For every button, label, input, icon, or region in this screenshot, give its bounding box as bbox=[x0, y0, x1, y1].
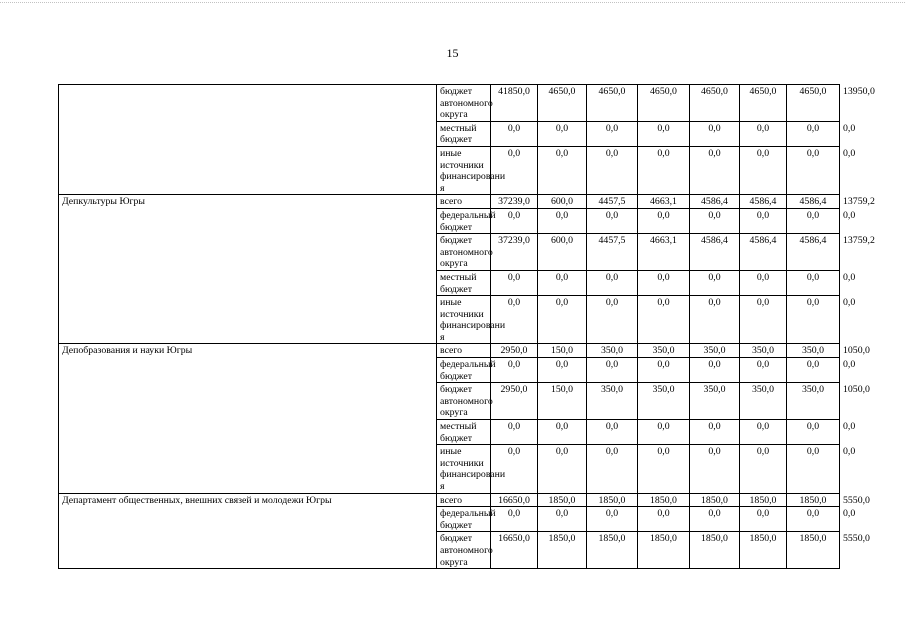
value-cell: 4586,4 bbox=[787, 234, 840, 271]
value-cell: 0,0 bbox=[587, 507, 638, 532]
value-cell: 37239,0 bbox=[491, 234, 538, 271]
value-cell: 0,0 bbox=[491, 270, 538, 295]
value-cell: 0,0 bbox=[538, 420, 587, 445]
value-cell: 0,0 bbox=[491, 296, 538, 344]
value-cell: 0,0 bbox=[491, 420, 538, 445]
organization-cell: Депобразования и науки Югры bbox=[59, 344, 437, 493]
value-cell: 350,0 bbox=[787, 344, 840, 358]
table-row: иные источники финансировани я 0,0 0,0 0,0 0,0 0,0 0,0 0,0 0,0 bbox=[59, 146, 840, 194]
value-cell: 0,0 bbox=[587, 296, 638, 344]
value-cell: 0,0 bbox=[740, 121, 787, 146]
value-cell: 0,0 bbox=[538, 445, 587, 493]
value-cell: 0,0 bbox=[740, 208, 787, 233]
value-cell: 600,0 bbox=[538, 195, 587, 209]
value-cell: 1850,0 bbox=[538, 493, 587, 507]
value-cell: 0,0 bbox=[491, 507, 538, 532]
value-cell: 0,0 bbox=[587, 445, 638, 493]
value-cell: 0,0 bbox=[491, 121, 538, 146]
value-cell: 0,0 bbox=[491, 208, 538, 233]
table-row: Департамент общественных, внешних связей и молодежи Югры всего 16650,0 1850,0 1850,0 1850,0 1850,0 1850,0 1850,0 5550,0 bbox=[59, 493, 840, 507]
value-cell: 0,0 bbox=[690, 296, 740, 344]
value-cell: 0,0 bbox=[787, 507, 840, 532]
value-cell: 0,0 bbox=[491, 358, 538, 383]
value-cell: 0,0 bbox=[638, 420, 690, 445]
value-cell: 0,0 bbox=[638, 445, 690, 493]
value-cell: 0,0 bbox=[587, 270, 638, 295]
value-cell: 0,0 bbox=[787, 146, 840, 194]
value-cell: 0,0 bbox=[740, 507, 787, 532]
value-cell: 0,0 bbox=[690, 420, 740, 445]
value-cell: 1850,0 bbox=[740, 532, 787, 569]
value-cell: 1850,0 bbox=[638, 532, 690, 569]
value-cell: 4586,4 bbox=[740, 195, 787, 209]
table-row: Депобразования и науки Югры всего 2950,0 150,0 350,0 350,0 350,0 350,0 350,0 1050,0 bbox=[59, 344, 840, 358]
value-cell: 1850,0 bbox=[538, 532, 587, 569]
value-cell: 0,0 bbox=[740, 420, 787, 445]
table-row: иные источники финансировани я 0,0 0,0 0,0 0,0 0,0 0,0 0,0 0,0 bbox=[59, 296, 840, 344]
value-cell: 0,0 bbox=[638, 507, 690, 532]
value-cell: 600,0 bbox=[538, 234, 587, 271]
value-cell: 350,0 bbox=[690, 344, 740, 358]
value-cell: 1850,0 bbox=[638, 493, 690, 507]
value-cell: 4650,0 bbox=[587, 85, 638, 122]
value-cell: 350,0 bbox=[587, 344, 638, 358]
value-cell: 0,0 bbox=[740, 358, 787, 383]
value-cell: 4586,4 bbox=[690, 195, 740, 209]
value-cell: 0,0 bbox=[538, 296, 587, 344]
organization-cell: Депкультуры Югры bbox=[59, 195, 437, 344]
value-cell: 0,0 bbox=[690, 270, 740, 295]
funding-source-cell: местный бюджет bbox=[437, 121, 491, 146]
value-cell: 0,0 bbox=[538, 121, 587, 146]
value-cell: 1850,0 bbox=[787, 493, 840, 507]
value-cell: 0,0 bbox=[638, 296, 690, 344]
value-cell: 4586,4 bbox=[740, 234, 787, 271]
scan-edge-artifact bbox=[0, 2, 905, 6]
table-row: бюджет автономного округа 41850,0 4650,0 4650,0 4650,0 4650,0 4650,0 4650,0 13950,0 bbox=[59, 85, 840, 122]
value-cell: 0,0 bbox=[787, 208, 840, 233]
value-cell: 0,0 bbox=[740, 270, 787, 295]
value-cell: 0,0 bbox=[690, 146, 740, 194]
value-cell: 0,0 bbox=[587, 208, 638, 233]
organization-cell bbox=[59, 85, 437, 195]
value-cell: 37239,0 bbox=[491, 195, 538, 209]
table-row: бюджет автономного округа 2950,0 150,0 350,0 350,0 350,0 350,0 350,0 1050,0 bbox=[59, 383, 840, 420]
value-cell: 0,0 bbox=[491, 445, 538, 493]
value-cell: 0,0 bbox=[638, 270, 690, 295]
table-row: федеральный бюджет 0,0 0,0 0,0 0,0 0,0 0,0 0,0 0,0 bbox=[59, 507, 840, 532]
funding-source-cell: всего bbox=[437, 195, 491, 209]
funding-source-cell: бюджет автономного округа bbox=[437, 85, 491, 122]
value-cell: 0,0 bbox=[740, 146, 787, 194]
value-cell: 0,0 bbox=[638, 146, 690, 194]
value-cell: 0,0 bbox=[638, 121, 690, 146]
value-cell: 4586,4 bbox=[690, 234, 740, 271]
value-cell: 4586,4 bbox=[787, 195, 840, 209]
table-row: иные источники финансировани я 0,0 0,0 0,0 0,0 0,0 0,0 0,0 0,0 bbox=[59, 445, 840, 493]
value-cell: 2950,0 bbox=[491, 344, 538, 358]
value-cell: 350,0 bbox=[740, 383, 787, 420]
value-cell: 350,0 bbox=[690, 383, 740, 420]
funding-source-cell: иные источники финансировани я bbox=[437, 146, 491, 194]
value-cell: 0,0 bbox=[690, 445, 740, 493]
value-cell: 41850,0 bbox=[491, 85, 538, 122]
value-cell: 0,0 bbox=[587, 146, 638, 194]
value-cell: 1850,0 bbox=[740, 493, 787, 507]
table-row: бюджет автономного округа 16650,0 1850,0 1850,0 1850,0 1850,0 1850,0 1850,0 5550,0 bbox=[59, 532, 840, 569]
value-cell: 4650,0 bbox=[538, 85, 587, 122]
value-cell: 4457,5 bbox=[587, 195, 638, 209]
value-cell: 0,0 bbox=[787, 445, 840, 493]
value-cell: 4457,5 bbox=[587, 234, 638, 271]
value-cell: 4650,0 bbox=[638, 85, 690, 122]
funding-source-cell: местный бюджет bbox=[437, 420, 491, 445]
value-cell: 0,0 bbox=[787, 420, 840, 445]
value-cell: 0,0 bbox=[587, 121, 638, 146]
value-cell: 0,0 bbox=[538, 270, 587, 295]
value-cell: 4650,0 bbox=[690, 85, 740, 122]
page-number: 15 bbox=[446, 46, 459, 60]
funding-source-cell: бюджет автономного округа bbox=[437, 383, 491, 420]
value-cell: 0,0 bbox=[538, 146, 587, 194]
value-cell: 0,0 bbox=[787, 296, 840, 344]
table-row: бюджет автономного округа 37239,0 600,0 4457,5 4663,1 4586,4 4586,4 4586,4 13759,2 bbox=[59, 234, 840, 271]
funding-source-cell: местный бюджет bbox=[437, 270, 491, 295]
value-cell: 0,0 bbox=[491, 146, 538, 194]
organization-cell: Департамент общественных, внешних связей и молодежи Югры bbox=[59, 493, 437, 569]
value-cell: 1850,0 bbox=[587, 493, 638, 507]
value-cell: 150,0 bbox=[538, 383, 587, 420]
value-cell: 0,0 bbox=[638, 358, 690, 383]
funding-source-cell: всего bbox=[437, 493, 491, 507]
value-cell: 0,0 bbox=[740, 445, 787, 493]
funding-source-cell: иные источники финансировани я bbox=[437, 445, 491, 493]
value-cell: 0,0 bbox=[587, 358, 638, 383]
value-cell: 0,0 bbox=[538, 507, 587, 532]
value-cell: 150,0 bbox=[538, 344, 587, 358]
funding-source-cell: федеральный бюджет bbox=[437, 358, 491, 383]
value-cell: 0,0 bbox=[740, 296, 787, 344]
value-cell: 350,0 bbox=[587, 383, 638, 420]
funding-source-cell: федеральный бюджет bbox=[437, 507, 491, 532]
value-cell: 1850,0 bbox=[787, 532, 840, 569]
value-cell: 350,0 bbox=[638, 383, 690, 420]
value-cell: 4663,1 bbox=[638, 234, 690, 271]
value-cell: 4663,1 bbox=[638, 195, 690, 209]
value-cell: 0,0 bbox=[690, 507, 740, 532]
value-cell: 0,0 bbox=[690, 358, 740, 383]
funding-source-cell: бюджет автономного округа bbox=[437, 532, 491, 569]
value-cell: 0,0 bbox=[787, 358, 840, 383]
value-cell: 0,0 bbox=[787, 270, 840, 295]
value-cell: 2950,0 bbox=[491, 383, 538, 420]
table-row: местный бюджет 0,0 0,0 0,0 0,0 0,0 0,0 0,0 0,0 bbox=[59, 420, 840, 445]
table-row: местный бюджет 0,0 0,0 0,0 0,0 0,0 0,0 0,0 0,0 bbox=[59, 121, 840, 146]
value-cell: 4650,0 bbox=[740, 85, 787, 122]
value-cell: 1850,0 bbox=[690, 532, 740, 569]
budget-table bbox=[58, 84, 875, 569]
value-cell: 350,0 bbox=[638, 344, 690, 358]
value-cell: 0,0 bbox=[538, 358, 587, 383]
value-cell: 16650,0 bbox=[491, 532, 538, 569]
funding-source-cell: иные источники финансировани я bbox=[437, 296, 491, 344]
table-row: федеральный бюджет 0,0 0,0 0,0 0,0 0,0 0,0 0,0 0,0 bbox=[59, 208, 840, 233]
value-cell: 0,0 bbox=[538, 208, 587, 233]
table-row: Депкультуры Югры всего 37239,0 600,0 4457,5 4663,1 4586,4 4586,4 4586,4 13759,2 bbox=[59, 195, 840, 209]
value-cell: 16650,0 bbox=[491, 493, 538, 507]
table-row: местный бюджет 0,0 0,0 0,0 0,0 0,0 0,0 0,0 0,0 bbox=[59, 270, 840, 295]
funding-source-cell: федеральный бюджет bbox=[437, 208, 491, 233]
funding-source-cell: всего bbox=[437, 344, 491, 358]
table-row: федеральный бюджет 0,0 0,0 0,0 0,0 0,0 0,0 0,0 0,0 bbox=[59, 358, 840, 383]
value-cell: 1850,0 bbox=[587, 532, 638, 569]
value-cell: 0,0 bbox=[690, 208, 740, 233]
funding-source-cell: бюджет автономного округа bbox=[437, 234, 491, 271]
value-cell: 0,0 bbox=[587, 420, 638, 445]
value-cell: 0,0 bbox=[787, 121, 840, 146]
value-cell: 1850,0 bbox=[690, 493, 740, 507]
value-cell: 350,0 bbox=[787, 383, 840, 420]
value-cell: 0,0 bbox=[638, 208, 690, 233]
value-cell: 0,0 bbox=[690, 121, 740, 146]
value-cell: 4650,0 bbox=[787, 85, 840, 122]
value-cell: 350,0 bbox=[740, 344, 787, 358]
table-body bbox=[59, 85, 875, 569]
